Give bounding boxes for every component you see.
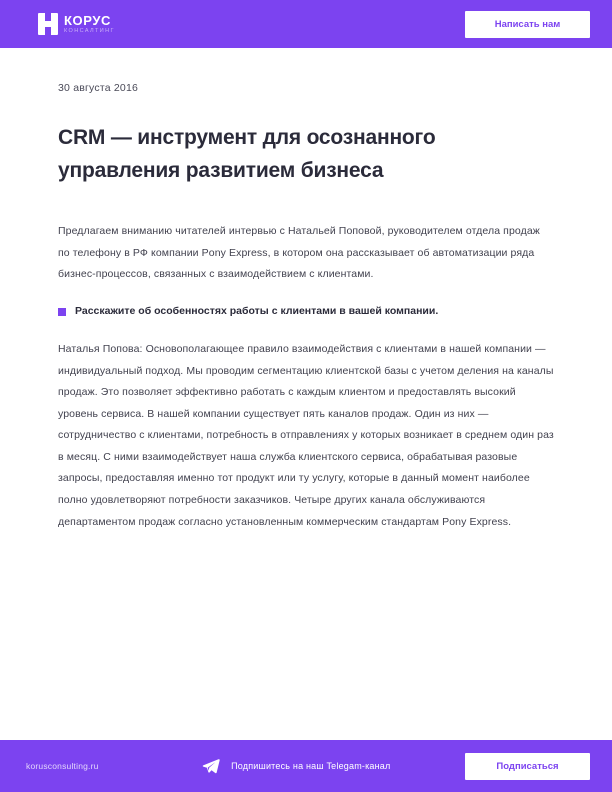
site-header xyxy=(0,0,612,48)
telegram-icon xyxy=(201,757,221,775)
contact-us-button[interactable]: Написать нам xyxy=(465,11,590,38)
square-bullet-icon xyxy=(58,308,66,316)
subscribe-button[interactable]: Подписаться xyxy=(465,753,590,780)
logo-text xyxy=(64,14,115,35)
site-footer xyxy=(0,740,612,792)
interview-question xyxy=(58,304,554,320)
intro-paragraph: Предлагаем вниманию читателей интервью с Натальей Поповой, руководителем отдела продаж по телефону в РФ компании Pony Express, в котором она рассказывает об автоматизации ряда бизнес-процессов, связанных с взаимодействием с клиентами. xyxy=(58,225,540,281)
article-content xyxy=(0,48,612,740)
logo[interactable] xyxy=(38,13,115,35)
question-text: Расскажите об особенностях работы с клиентами в вашей компании. xyxy=(75,304,439,317)
logo-title: КОРУС xyxy=(64,12,112,28)
korus-logo-icon xyxy=(38,13,58,35)
telegram-promo xyxy=(201,757,390,775)
publish-date: 30 августа 2016 xyxy=(58,82,139,94)
answer-paragraph: Наталья Попова: Основополагающее правило взаимодействия с клиентами в нашей компании — индивидуальный подход. Мы проводим сегментацию клиентской базы с учетом деления на каналы продаж. Это позволяет эффективно работать с каждым клиентом и предоставлять высокий уровень сервиса. В нашей компании существует пять каналов продаж. Один из них — сотрудничество с клиентами, потребность в отправлениях у которых возникает в среднем один раз в месяц. С ними взаимодействует наша служба клиентского сервиса, обрабатывая разовые запросы, предоставляя именно тот продукт или ту услугу, которые в данный момент наиболее полно удовлетворяют потребности заказчиков. Четыре других канала обслуживаются департаментом продаж согласно установленным коммерческим стандартам Pony Express. xyxy=(58,343,554,528)
subscribe-text: Подпишитесь на наш Telegam-канал xyxy=(231,761,391,771)
footer-site-url[interactable]: korusconsulting.ru xyxy=(26,761,99,771)
logo-subtitle: КОНСАЛТИНГ xyxy=(64,27,115,34)
page-title: CRM — инструмент для осознанного управления развитием бизнеса xyxy=(58,126,436,182)
